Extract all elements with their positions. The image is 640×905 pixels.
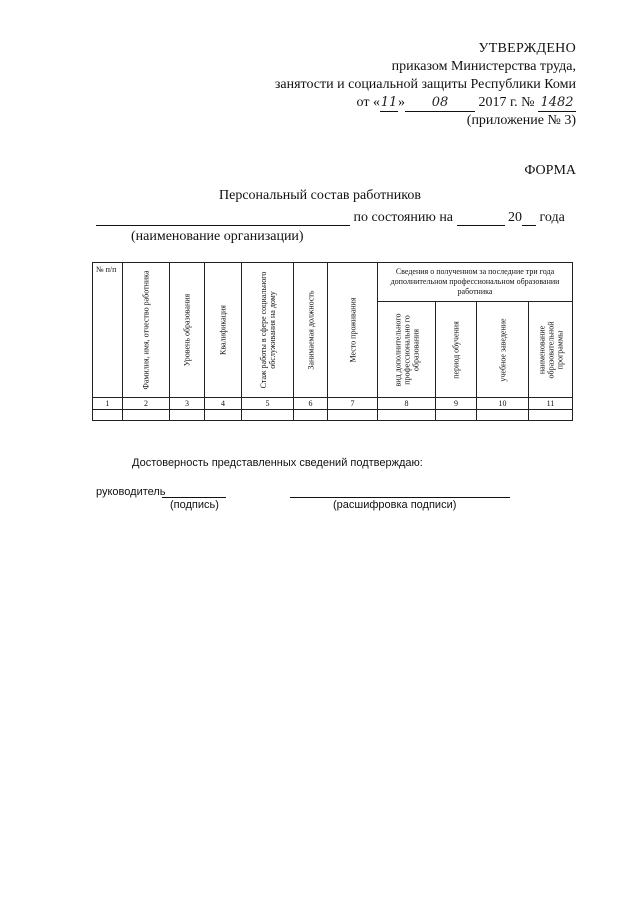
column-number: 2 (123, 398, 170, 410)
personnel-table (92, 262, 573, 421)
col-training-period-header: период обучения (436, 302, 477, 398)
as-of-label: по состоянию на (353, 210, 454, 225)
col-education-header: Уровень образования (170, 263, 205, 398)
organization-caption: (наименование организации) (131, 229, 304, 244)
signature-decode-line (290, 497, 510, 498)
col-residence-header: Место проживания (328, 263, 378, 398)
col-qualification-header: Квалификация (205, 263, 242, 398)
table-cell[interactable] (170, 410, 205, 421)
table-cell[interactable] (529, 410, 573, 421)
approval-title: УТВЕРЖДЕНО (478, 41, 576, 56)
table-cell[interactable] (123, 410, 170, 421)
approval-date-line (275, 94, 576, 112)
form-label: ФОРМА (524, 163, 576, 178)
table-cell[interactable] (378, 410, 436, 421)
document-title: Персональный состав работников (219, 188, 421, 203)
col-fullname-header: Фамилия, имя, отчество работника (123, 263, 170, 398)
year-suffix: года (539, 210, 565, 225)
date-day-field: 11 (380, 95, 398, 110)
table-cell[interactable] (242, 410, 294, 421)
column-number: 9 (436, 398, 477, 410)
table-header-row (93, 263, 573, 302)
approval-appendix: (приложение № 3) (466, 113, 576, 128)
table-cell[interactable] (328, 410, 378, 421)
col-program-header: наименование образовательной программы (529, 302, 573, 398)
date-quote-close: » (397, 95, 405, 110)
column-number: 7 (328, 398, 378, 410)
column-number: 8 (378, 398, 436, 410)
signature-line (162, 497, 226, 498)
column-number: 4 (205, 398, 242, 410)
table-cell[interactable] (294, 410, 328, 421)
organization-name-blank (96, 211, 350, 226)
column-number: 1 (93, 398, 123, 410)
column-number: 6 (294, 398, 328, 410)
col-position-header: Занимаемая должность (294, 263, 328, 398)
column-number: 10 (477, 398, 529, 410)
col-training-type-header: вид дополнительного профессионально го образования (378, 302, 436, 398)
table-cell[interactable] (205, 410, 242, 421)
approval-block (275, 40, 576, 130)
approval-line-1: приказом Министерства труда, (391, 59, 576, 74)
date-year: 2017 г. № (478, 95, 535, 110)
col-training-group-header: Сведения о полученном за последние три года дополнительном профессиональном образовании работника (378, 263, 573, 302)
organization-row (96, 210, 565, 226)
date-month-field: 08 (405, 96, 475, 112)
signature-decode-caption: (расшифровка подписи) (333, 499, 457, 511)
signature-caption: (подпись) (170, 499, 219, 511)
column-number: 3 (170, 398, 205, 410)
as-of-date-blank (457, 211, 505, 226)
table-row (93, 410, 573, 421)
confirmation-text: Достоверность представленных сведений подтверждаю: (132, 457, 423, 469)
year-prefix: 20 (508, 210, 523, 225)
col-experience-header: Стаж работы в сфере социального обслуживания на дому (242, 263, 294, 398)
table-cell[interactable] (93, 410, 123, 421)
column-number-row (93, 398, 573, 410)
year-blank (522, 211, 536, 226)
table-cell[interactable] (436, 410, 477, 421)
column-number: 11 (529, 398, 573, 410)
col-number-header: № п/п (93, 263, 123, 398)
column-number: 5 (242, 398, 294, 410)
head-signature-label: руководитель (96, 486, 166, 498)
col-institution-header: учебное заведение (477, 302, 529, 398)
approval-line-2: занятости и социальной защиты Республики Коми (274, 77, 576, 92)
date-prefix: от « (356, 95, 380, 110)
table-cell[interactable] (477, 410, 529, 421)
order-number-field: 1482 (538, 96, 576, 112)
